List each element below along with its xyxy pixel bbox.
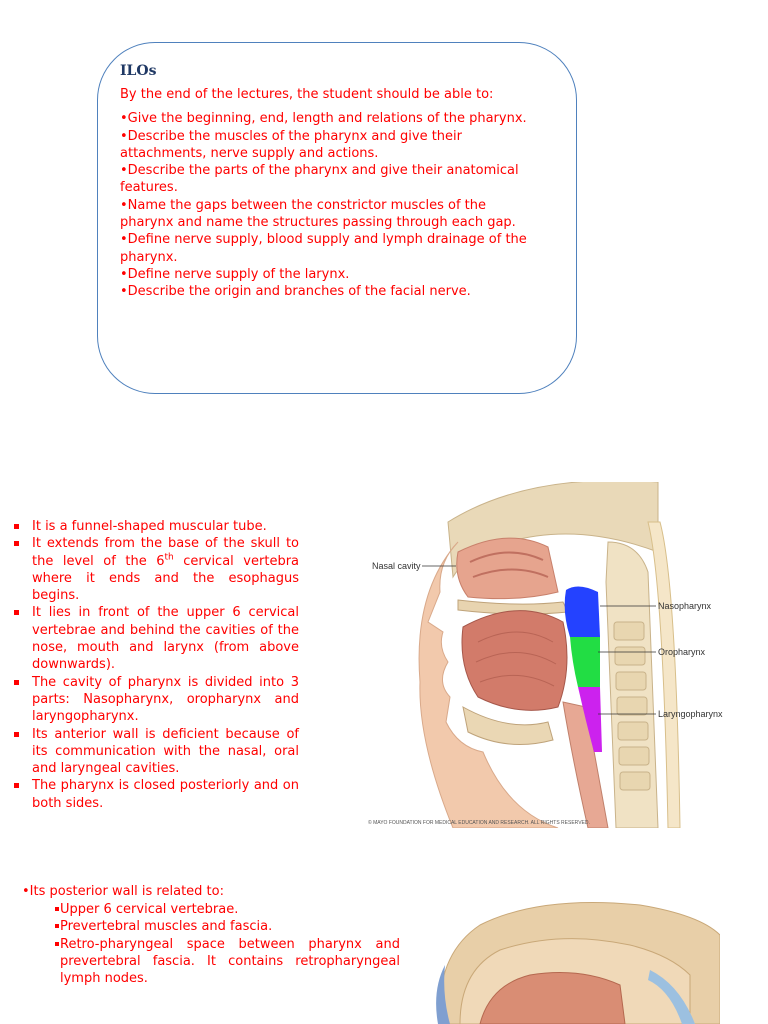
ilos-item: •Describe the parts of the pharynx and give their anatomical features. bbox=[120, 163, 519, 196]
ilos-item: •Define nerve supply of the larynx. bbox=[120, 266, 350, 282]
list-item: Prevertebral muscles and fascia. bbox=[55, 918, 400, 935]
list-item: Upper 6 cervical vertebrae. bbox=[55, 901, 400, 918]
laryngopharynx-label: Laryngopharynx bbox=[658, 709, 723, 719]
nasal-cavity-shape bbox=[457, 538, 558, 599]
larynx-shape bbox=[563, 702, 608, 828]
nasopharynx-region bbox=[565, 586, 600, 637]
ilos-content bbox=[120, 86, 540, 301]
posterior-wall-lead: •Its posterior wall is related to: bbox=[22, 884, 224, 899]
ilos-intro: By the end of the lectures, the student should be able to: bbox=[120, 87, 494, 102]
nasopharynx-label: Nasopharynx bbox=[658, 601, 712, 611]
mandible-shape bbox=[463, 707, 553, 745]
square-bullet-icon bbox=[14, 524, 19, 529]
list-item: It extends from the base of the skull to the level of the 6th cervical vertebra where it ends and the esophagus begins. bbox=[12, 535, 299, 604]
posterior-wall-list bbox=[55, 901, 400, 987]
ilos-item: •Describe the origin and branches of the facial nerve. bbox=[120, 284, 471, 300]
ilos-title: ILOs bbox=[120, 63, 157, 79]
pharynx-facts-list bbox=[12, 518, 299, 812]
list-item: The cavity of pharynx is divided into 3 parts: Nasopharynx, oropharynx and laryngopharynx. bbox=[12, 674, 299, 726]
oropharynx-region bbox=[570, 637, 600, 687]
tongue-shape bbox=[462, 611, 567, 711]
ilos-item: •Give the beginning, end, length and relations of the pharynx. bbox=[120, 111, 527, 127]
copyright-text: © MAYO FOUNDATION FOR MEDICAL EDUCATION AND RESEARCH. ALL RIGHTS RESERVED. bbox=[368, 820, 590, 826]
head-neck-illustration bbox=[420, 895, 720, 1024]
list-item: It lies in front of the upper 6 cervical vertebrae and behind the cavities of the nose, mouth and larynx (from above downwards). bbox=[12, 604, 299, 673]
ilos-item: •Name the gaps between the constrictor muscles of the pharynx and name the structures passing through each gap. bbox=[120, 197, 516, 231]
square-bullet-icon bbox=[55, 907, 59, 911]
ilos-item: •Describe the muscles of the pharynx and give their attachments, nerve supply and actions. bbox=[120, 128, 462, 161]
list-item: Its anterior wall is deficient because of its communication with the nasal, oral and laryngeal cavities. bbox=[12, 726, 299, 778]
square-bullet-icon bbox=[55, 942, 59, 946]
list-item: It is a funnel-shaped muscular tube. bbox=[12, 518, 299, 535]
list-item: The pharynx is closed posteriorly and on both sides. bbox=[12, 777, 299, 812]
square-bullet-icon bbox=[14, 541, 19, 546]
nasal-cavity-label: Nasal cavity bbox=[372, 561, 421, 571]
square-bullet-icon bbox=[55, 924, 59, 928]
square-bullet-icon bbox=[14, 680, 19, 685]
square-bullet-icon bbox=[14, 783, 19, 788]
square-bullet-icon bbox=[14, 610, 19, 615]
square-bullet-icon bbox=[14, 732, 19, 737]
ilos-item: •Define nerve supply, blood supply and lymph drainage of the pharynx. bbox=[120, 232, 527, 265]
pharynx-sagittal-diagram bbox=[358, 482, 758, 828]
oropharynx-label: Oropharynx bbox=[658, 647, 706, 657]
list-item: Retro-pharyngeal space between pharynx and prevertebral fascia. It contains retropharyngeal lymph nodes. bbox=[55, 936, 400, 988]
